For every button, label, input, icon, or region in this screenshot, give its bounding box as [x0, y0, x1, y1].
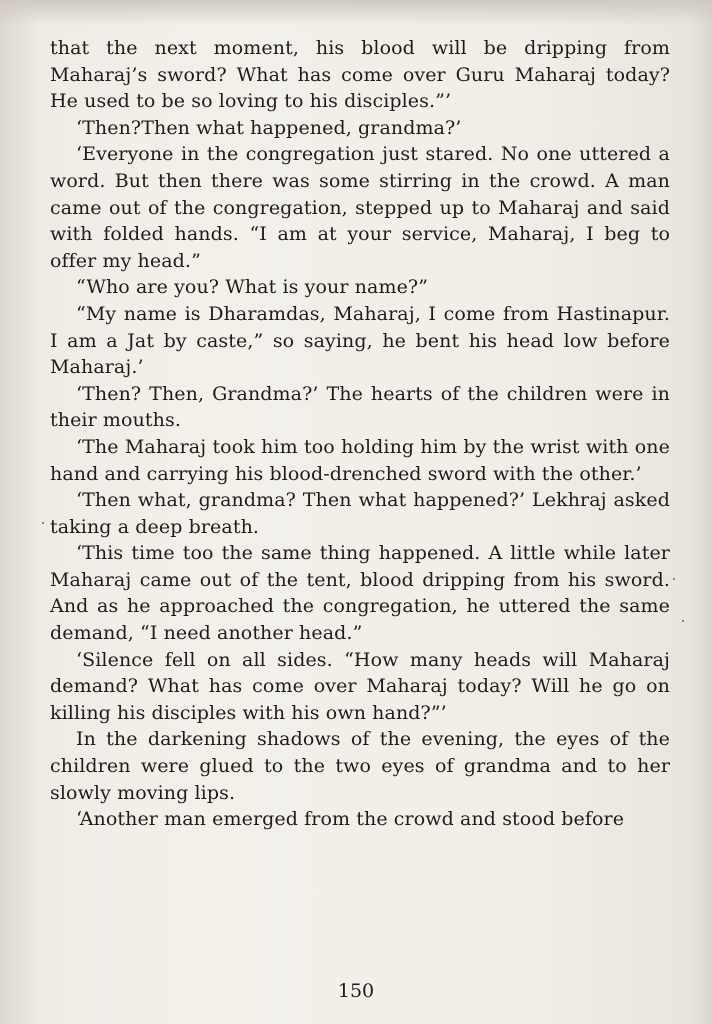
- paragraph-10: ‘Silence fell on all sides. “How many heads will Maharaj demand? What has come over Maharaj today? Will he go on killing his disciples with his own hand?”’: [50, 648, 670, 724]
- paragraph-3: ‘Everyone in the congregation just stared. No one uttered a word. But then there was some stirring in the crowd. A man came out of the congregation, stepped up to Maharaj and said with folded hands. “I am at your service, Maharaj, I beg to offer my head.”: [50, 143, 670, 272]
- paragraph-4: “Who are you? What is your name?”: [76, 276, 429, 299]
- paragraph-9: ‘This time too the same thing happened. A little while later Maharaj came out of the tent, blood dripping from his sword. And as he approached the congregation, he uttered the same demand, “I need another head.”: [50, 542, 670, 645]
- paragraph-2: ‘Then?Then what happened, grandma?’: [76, 116, 462, 139]
- paper-speck: [42, 522, 44, 524]
- page-number: 150: [337, 980, 375, 1002]
- paragraph-1: that the next moment, his blood will be dripping from Maharaj’s sword? What has come over Guru Maharaj today? He used to be so loving to his disciples.”’: [50, 37, 670, 113]
- page-top-shadow: [0, 0, 712, 26]
- paragraph-8: ‘Then what, grandma? Then what happened?’ Lekhraj asked taking a deep breath.: [50, 489, 670, 538]
- body-text: [50, 35, 670, 833]
- paragraph-12: ‘Another man emerged from the crowd and stood before: [76, 808, 625, 831]
- paper-speck: [682, 620, 684, 622]
- paragraph-6: ‘Then? Then, Grandma?’ The hearts of the children were in their mouths.: [50, 382, 670, 432]
- paragraph-5: “My name is Dharamdas, Maharaj, I come from Hastinapur. I am a Jat by caste,” so saying, he bent his head low before Maharaj.’: [50, 302, 670, 379]
- paragraph-11: In the darkening shadows of the evening, the eyes of the children were glued to the two eyes of grandma and to her slowly moving lips.: [50, 728, 670, 804]
- paragraph-7: ‘The Maharaj took him too holding him by the wrist with one hand and carrying his blood-drenched sword with the other.’: [50, 435, 670, 485]
- paper-speck: [673, 578, 675, 580]
